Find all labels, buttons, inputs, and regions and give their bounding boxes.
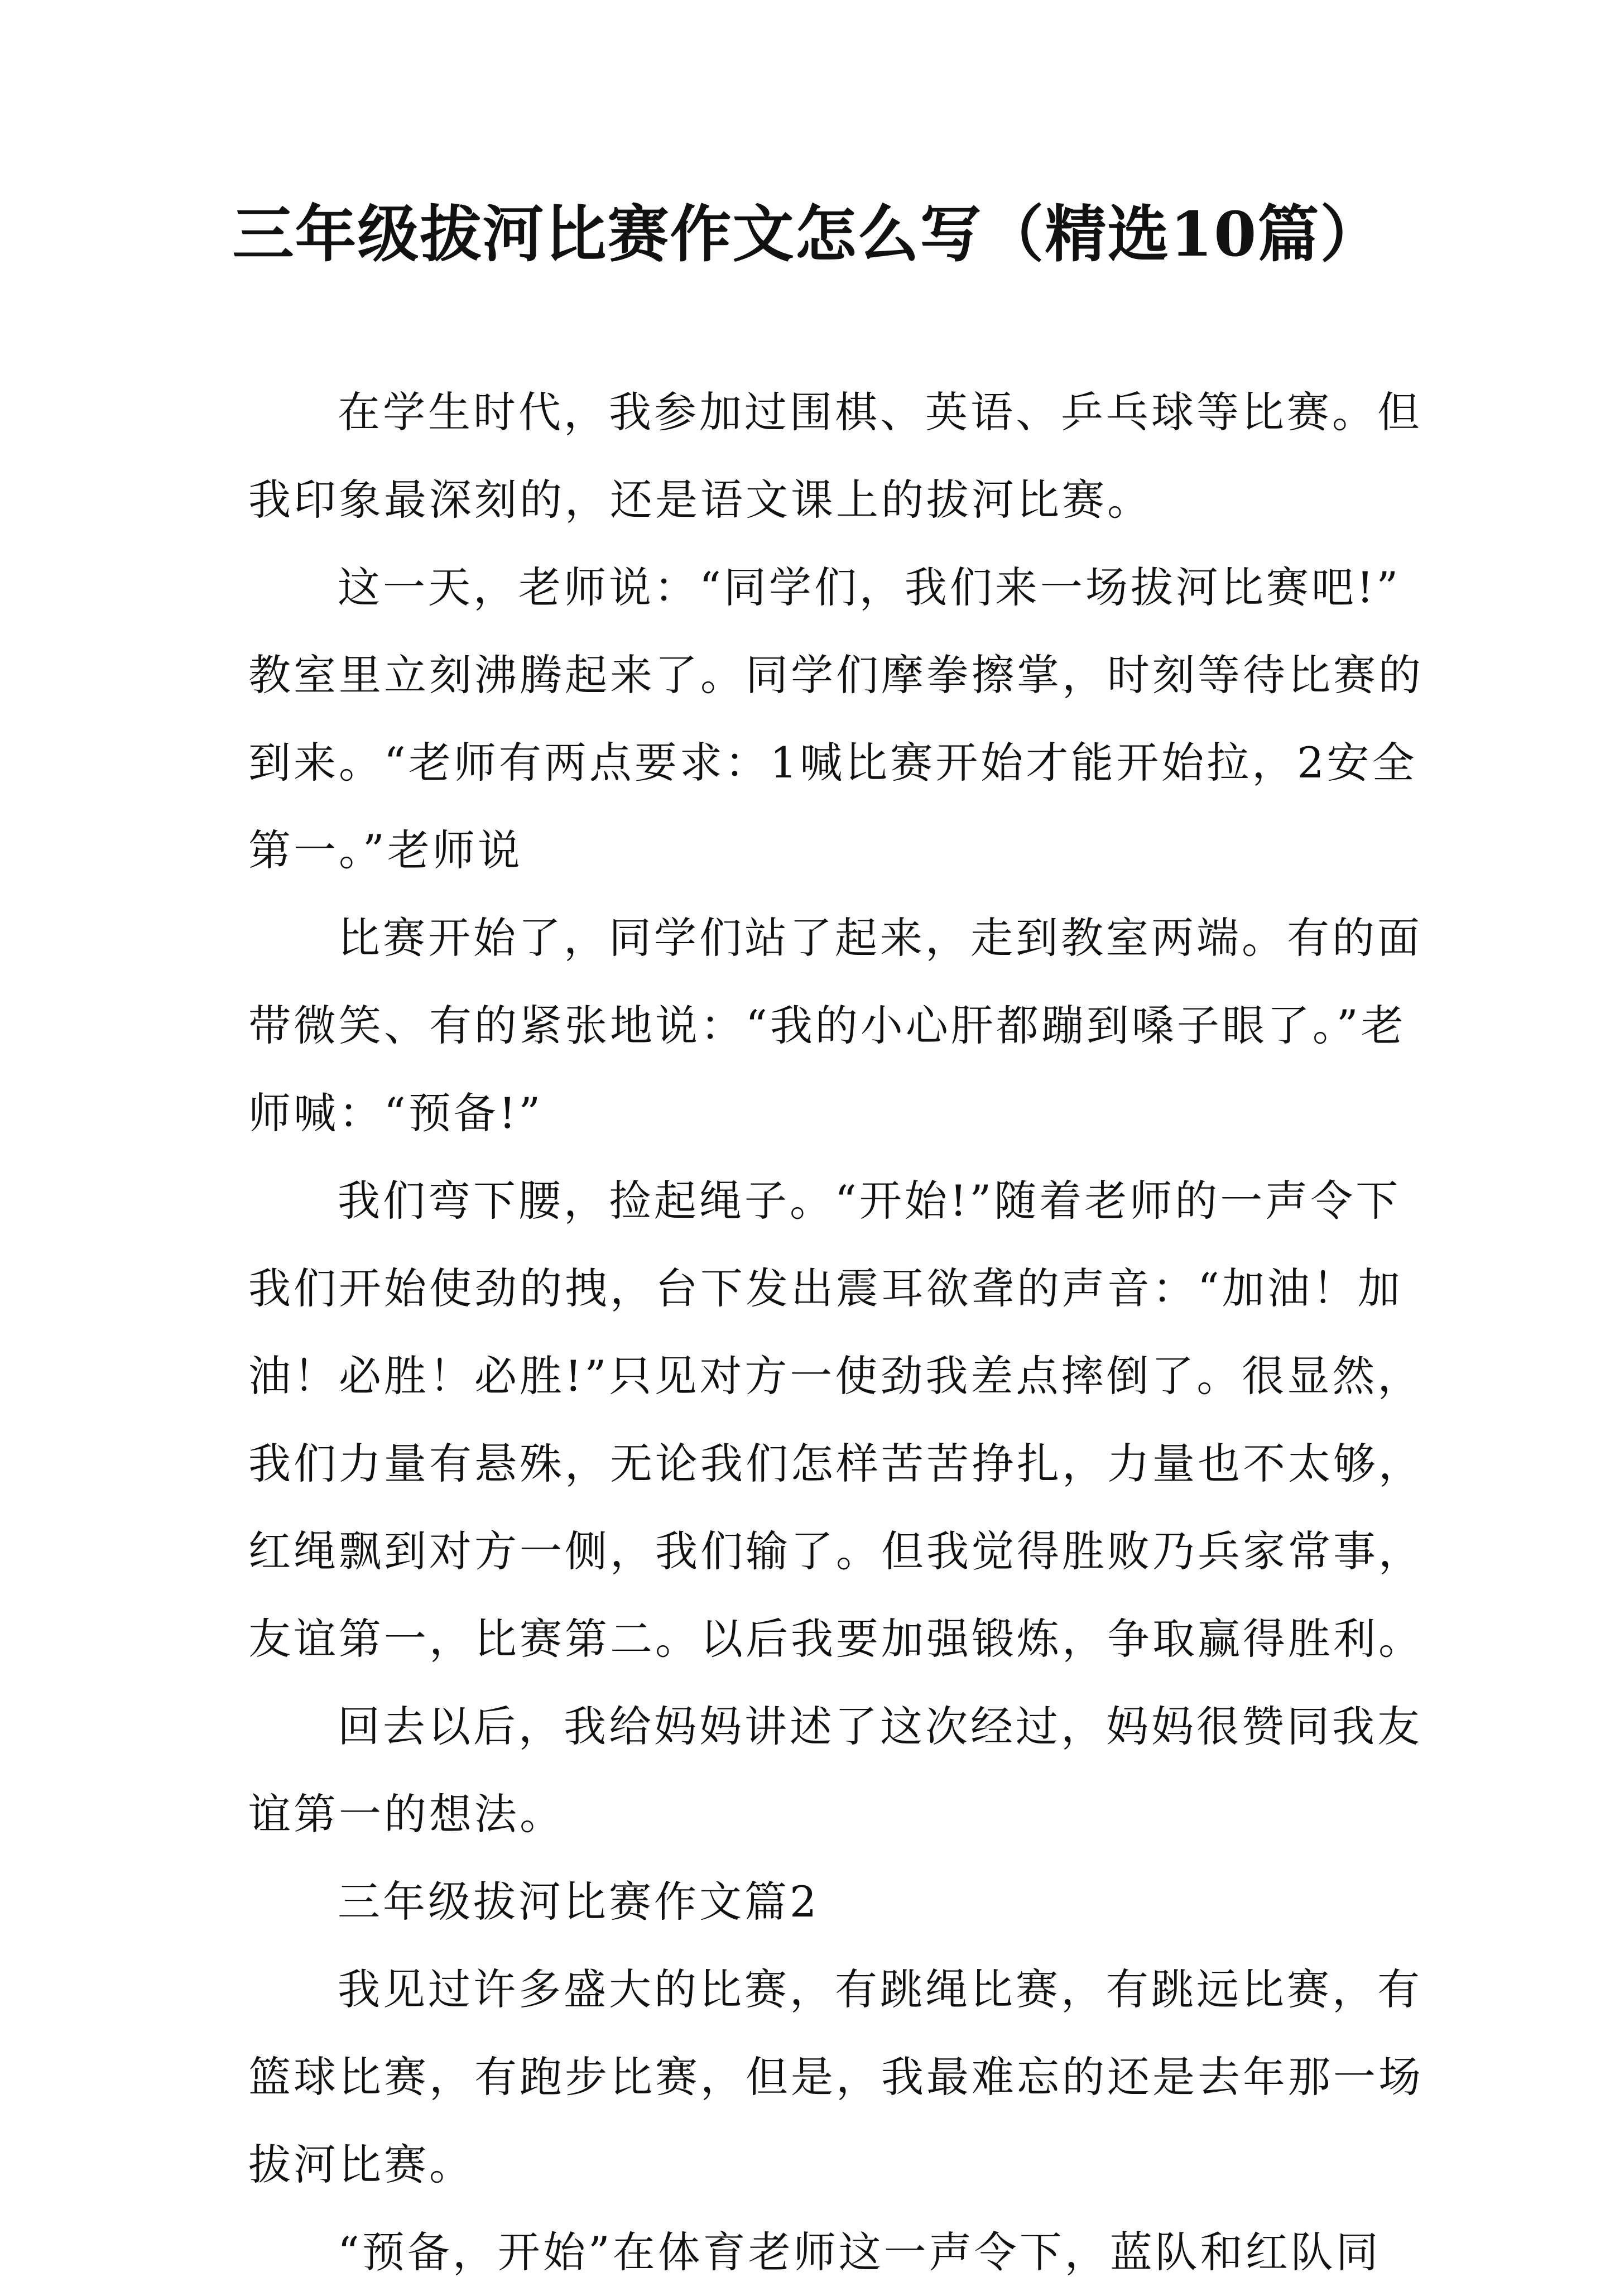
body-line: 带微笑、有的紧张地说：“我的小心肝都蹦到嗓子眼了。”老 (248, 1001, 1406, 1050)
body-line: 红绳飘到对方一侧，我们输了。但我觉得胜败乃兵家常事， (248, 1526, 1424, 1576)
body-line: 我印象最深刻的，还是语文课上的拔河比赛。 (248, 475, 1152, 525)
body-line: 我见过许多盛大的比赛，有跳绳比赛，有跳远比赛，有 (338, 1964, 1422, 2014)
body-line: 谊第一的想法。 (248, 1789, 565, 1839)
body-line: 在学生时代，我参加过围棋、英语、乒乓球等比赛。但 (338, 387, 1422, 437)
body-line: 比赛开始了，同学们站了起来，走到教室两端。有的面 (338, 913, 1422, 963)
document-body (248, 368, 1424, 2296)
body-line: 友谊第一，比赛第二。以后我要加强锻炼，争取赢得胜利。 (248, 1614, 1424, 1664)
body-line: 篮球比赛，有跑步比赛，但是，我最难忘的还是去年那一场 (248, 2052, 1424, 2102)
body-line: 油！必胜！必胜!”只见对方一使劲我差点摔倒了。很显然， (248, 1351, 1423, 1401)
body-line: 我们力量有悬殊，无论我们怎样苦苦挣扎，力量也不太够， (248, 1439, 1424, 1488)
body-line: 师喊：“预备!” (248, 1088, 544, 1138)
body-line: 第一。”老师说 (248, 825, 523, 875)
body-line: 到来。“老师有两点要求：1喊比赛开始才能开始拉，2安全 (248, 738, 1417, 787)
body-line: “预备，开始”在体育老师这一声令下，蓝队和红队同 (338, 2227, 1381, 2277)
body-line: 我们开始使劲的拽，台下发出震耳欲聋的声音：“加油！加 (248, 1264, 1403, 1313)
body-line: 回去以后，我给妈妈讲述了这次经过，妈妈很赞同我友 (338, 1702, 1422, 1751)
body-line: 我们弯下腰，捡起绳子。“开始!”随着老师的一声令下 (338, 1176, 1401, 1226)
document-title: 三年级拔河比赛作文怎么写（精选10篇） (232, 198, 1383, 270)
body-line: 三年级拔河比赛作文篇2 (338, 1877, 820, 1927)
body-line: 教室里立刻沸腾起来了。同学们摩拳擦掌，时刻等待比赛的 (248, 650, 1424, 700)
body-line: 拔河比赛。 (248, 2140, 474, 2189)
body-line: 这一天，老师说：“同学们，我们来一场拔河比赛吧!” (338, 563, 1401, 612)
